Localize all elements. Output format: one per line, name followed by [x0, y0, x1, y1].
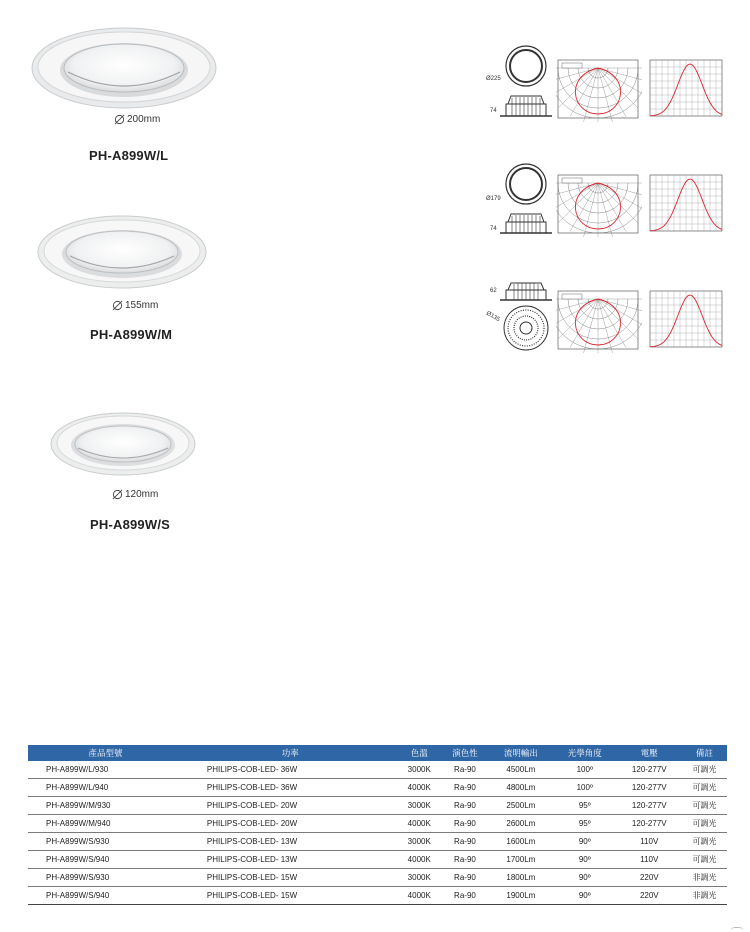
size-label-medium: [112, 300, 158, 311]
table-cell: 3000K: [398, 761, 441, 779]
table-cell: 110V: [617, 851, 682, 869]
table-cell: 3000K: [398, 833, 441, 851]
table-row: [28, 761, 727, 779]
dimension-drawing-medium: [484, 160, 554, 240]
light-distribution-chart-small: [646, 289, 726, 355]
size-label-large: [114, 114, 160, 125]
table-cell: 4800Lm: [489, 779, 553, 797]
polar-diagram-large: [556, 58, 642, 122]
column-header: 備註: [682, 745, 727, 761]
table-cell: PH-A899W/S/930: [28, 869, 183, 887]
table-cell: Ra-90: [441, 797, 489, 815]
table-cell: 4000K: [398, 851, 441, 869]
column-header: 色溫: [398, 745, 441, 761]
spec-table: [28, 745, 727, 905]
table-cell: 4000K: [398, 779, 441, 797]
table-row: [28, 797, 727, 815]
table-cell: 120-277V: [617, 815, 682, 833]
product-image-medium: [34, 210, 210, 292]
table-cell: PHILIPS-COB-LED- 13W: [183, 851, 398, 869]
table-row: [28, 833, 727, 851]
light-distribution-chart-medium: [646, 173, 726, 239]
table-cell: 90º: [553, 851, 617, 869]
table-cell: 90º: [553, 833, 617, 851]
table-cell: 1600Lm: [489, 833, 553, 851]
table-cell: PHILIPS-COB-LED- 36W: [183, 779, 398, 797]
table-cell: PHILIPS-COB-LED- 20W: [183, 815, 398, 833]
column-header: 演色性: [441, 745, 489, 761]
table-cell: 可調光: [682, 761, 727, 779]
table-cell: Ra-90: [441, 815, 489, 833]
diameter-dim: Ø135: [484, 310, 501, 324]
table-cell: PH-A899W/S/940: [28, 887, 183, 905]
column-header: 電壓: [617, 745, 682, 761]
table-cell: 3000K: [398, 869, 441, 887]
table-cell: Ra-90: [441, 887, 489, 905]
table-cell: PHILIPS-COB-LED- 15W: [183, 887, 398, 905]
table-cell: PHILIPS-COB-LED- 15W: [183, 869, 398, 887]
table-cell: PH-A899W/M/940: [28, 815, 183, 833]
table-cell: 120-277V: [617, 797, 682, 815]
height-dim: 62: [490, 288, 497, 294]
polar-diagram-small: [556, 289, 642, 353]
size-text: 155mm: [125, 300, 159, 311]
table-cell: 120-277V: [617, 761, 682, 779]
table-cell: 120-277V: [617, 779, 682, 797]
table-cell: Ra-90: [441, 761, 489, 779]
table-row: [28, 851, 727, 869]
table-cell: 100º: [553, 779, 617, 797]
table-cell: 可調光: [682, 815, 727, 833]
table-cell: 非調光: [682, 887, 727, 905]
diameter-dim: Ø225: [486, 76, 501, 82]
light-distribution-chart-large: [646, 58, 726, 124]
table-cell: 可調光: [682, 797, 727, 815]
table-cell: 可調光: [682, 851, 727, 869]
table-cell: Ra-90: [441, 851, 489, 869]
column-header: 流明輸出: [489, 745, 553, 761]
table-cell: 90º: [553, 887, 617, 905]
table-row: [28, 869, 727, 887]
table-cell: PH-A899W/S/940: [28, 851, 183, 869]
table-cell: PH-A899W/S/930: [28, 833, 183, 851]
table-cell: 95º: [553, 797, 617, 815]
table-cell: 220V: [617, 887, 682, 905]
diameter-icon: [114, 114, 125, 125]
table-cell: 可調光: [682, 779, 727, 797]
diameter-icon: [112, 489, 123, 500]
table-cell: 2600Lm: [489, 815, 553, 833]
table-cell: PH-A899W/L/940: [28, 779, 183, 797]
table-cell: 1900Lm: [489, 887, 553, 905]
column-header: 產品型號: [28, 745, 183, 761]
table-cell: 4000K: [398, 887, 441, 905]
model-name-large: PH-A899W/L: [89, 148, 169, 163]
table-cell: 90º: [553, 869, 617, 887]
table-cell: 95º: [553, 815, 617, 833]
table-cell: Ra-90: [441, 869, 489, 887]
table-row: [28, 887, 727, 905]
product-image-large: [28, 20, 220, 112]
table-cell: PH-A899W/M/930: [28, 797, 183, 815]
table-row: [28, 815, 727, 833]
table-cell: 4500Lm: [489, 761, 553, 779]
table-cell: 1700Lm: [489, 851, 553, 869]
model-name-medium: PH-A899W/M: [90, 327, 173, 342]
table-cell: 110V: [617, 833, 682, 851]
table-cell: 1800Lm: [489, 869, 553, 887]
table-header-row: [28, 745, 727, 761]
table-cell: 非調光: [682, 869, 727, 887]
table-row: [28, 779, 727, 797]
product-image-small: [48, 408, 198, 478]
column-header: 功率: [183, 745, 398, 761]
size-text: 200mm: [127, 114, 161, 125]
page-corner-mark: [730, 927, 744, 932]
diameter-dim: Ø179: [486, 196, 501, 202]
table-cell: 可調光: [682, 833, 727, 851]
polar-diagram-medium: [556, 173, 642, 237]
table-cell: Ra-90: [441, 833, 489, 851]
table-cell: 4000K: [398, 815, 441, 833]
table-cell: PH-A899W/L/930: [28, 761, 183, 779]
table-cell: PHILIPS-COB-LED- 36W: [183, 761, 398, 779]
size-label-small: [112, 489, 158, 500]
table-cell: PHILIPS-COB-LED- 20W: [183, 797, 398, 815]
size-text: 120mm: [125, 489, 159, 500]
table-cell: 220V: [617, 869, 682, 887]
height-dim: 74: [490, 226, 497, 232]
dimension-drawing-large: [484, 44, 554, 124]
table-cell: 3000K: [398, 797, 441, 815]
table-cell: PHILIPS-COB-LED- 13W: [183, 833, 398, 851]
model-name-small: PH-A899W/S: [90, 517, 171, 532]
height-dim: 74: [490, 108, 497, 114]
diameter-icon: [112, 300, 123, 311]
column-header: 光學角度: [553, 745, 617, 761]
table-cell: 100º: [553, 761, 617, 779]
dimension-drawing-small: [484, 280, 554, 355]
table-cell: Ra-90: [441, 779, 489, 797]
table-cell: 2500Lm: [489, 797, 553, 815]
